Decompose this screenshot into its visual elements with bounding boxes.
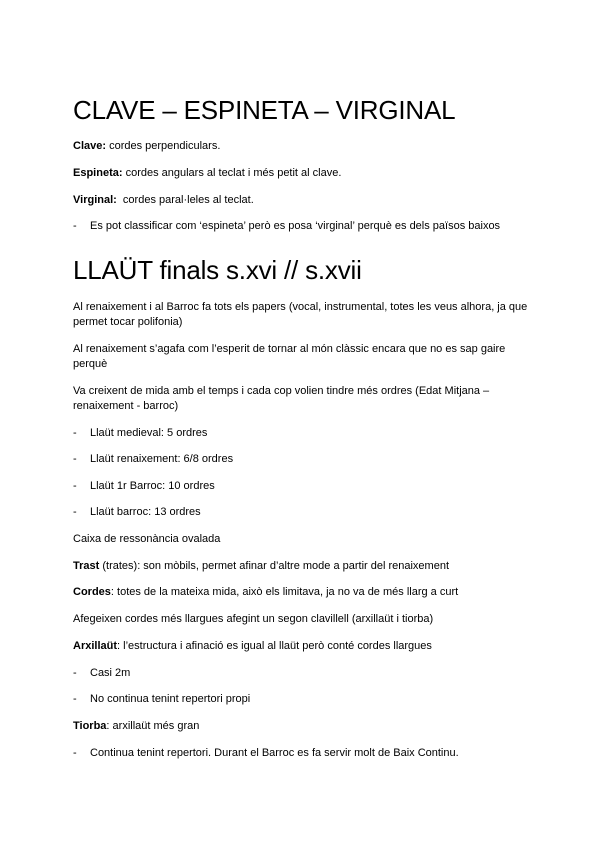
term-espineta: Espineta: — [73, 167, 123, 179]
text-espineta: cordes angulars al teclat i més petit al clave. — [122, 167, 342, 179]
list-dash: - — [73, 480, 77, 492]
text-clave: cordes perpendiculars. — [106, 140, 221, 152]
list-item-text: Continua tenint repertori. Durant el Barroc es fa servir molt de Baix Continu. — [90, 747, 459, 759]
paragraph-arxillaut — [73, 639, 528, 654]
text-tiorba: : arxillaüt més gran — [106, 720, 200, 732]
list-dash: - — [73, 667, 77, 679]
paragraph-trast — [73, 559, 528, 574]
list-item-text: Llaüt medieval: 5 ordres — [90, 427, 208, 439]
list-dash: - — [73, 693, 77, 705]
paragraph-creixent-mida: Va creixent de mida amb el temps i cada cop volien tindre més ordres (Edat Mitjana – renaixement - barroc) — [73, 385, 490, 412]
list-dash: - — [73, 220, 77, 232]
list-dash: - — [73, 506, 77, 518]
paragraph-esperit-classic: Al renaixement s’agafa com l’esperit de tornar al món clàssic encara que no es sap gaire perquè — [73, 343, 506, 370]
list-dash: - — [73, 453, 77, 465]
paragraph-cordes — [73, 585, 528, 600]
list-dash: - — [73, 427, 77, 439]
heading-llaut: LLAÜT finals s.xvi // s.xvii — [73, 255, 362, 285]
list-item-text: Llaüt renaixement: 6/8 ordres — [90, 453, 234, 465]
text-cordes: : totes de la mateixa mida, això els limitava, ja no va de més llarg a curt — [110, 586, 459, 598]
list-item-text: Casi 2m — [90, 667, 131, 679]
term-clave: Clave: — [73, 140, 107, 152]
paragraph-espineta — [73, 166, 528, 181]
list-dash: - — [73, 747, 77, 759]
list-item-text: Llaüt 1r Barroc: 10 ordres — [90, 480, 215, 492]
paragraph-clave — [73, 139, 528, 154]
text-arxillaut: : l’estructura i afinació es igual al llaüt però conté cordes llargues — [117, 640, 432, 652]
list-item-text: Llaüt barroc: 13 ordres — [90, 506, 201, 518]
list-item-text: Es pot classificar com ‘espineta’ però es posa ‘virginal’ perquè es dels països baixos — [90, 220, 501, 232]
term-virginal: Virginal: — [73, 194, 117, 206]
paragraph-virginal — [73, 193, 528, 208]
paragraph-tiorba — [73, 719, 528, 734]
term-tiorba: Tiorba — [73, 720, 107, 732]
term-cordes: Cordes — [73, 586, 111, 598]
term-arxillaut: Arxillaüt — [73, 640, 118, 652]
text-virginal: cordes paral·leles al teclat. — [116, 194, 254, 206]
list-item-text: No continua tenint repertori propi — [90, 693, 251, 705]
term-trast: Trast — [73, 560, 100, 572]
heading-clave-espineta-virginal: CLAVE – ESPINETA – VIRGINAL — [73, 95, 456, 125]
paragraph-caixa: Caixa de ressonància ovalada — [73, 533, 221, 545]
text-trast: (trates): son mòbils, permet afinar d’altre mode a partir del renaixement — [99, 560, 450, 572]
paragraph-afegeixen: Afegeixen cordes més llargues afegint un segon clavillell (arxillaüt i tiorba) — [73, 613, 434, 625]
paragraph-renaixement-barroc: Al renaixement i al Barroc fa tots els papers (vocal, instrumental, totes les veus alhora, ja que permet tocar polifonia) — [73, 301, 528, 328]
